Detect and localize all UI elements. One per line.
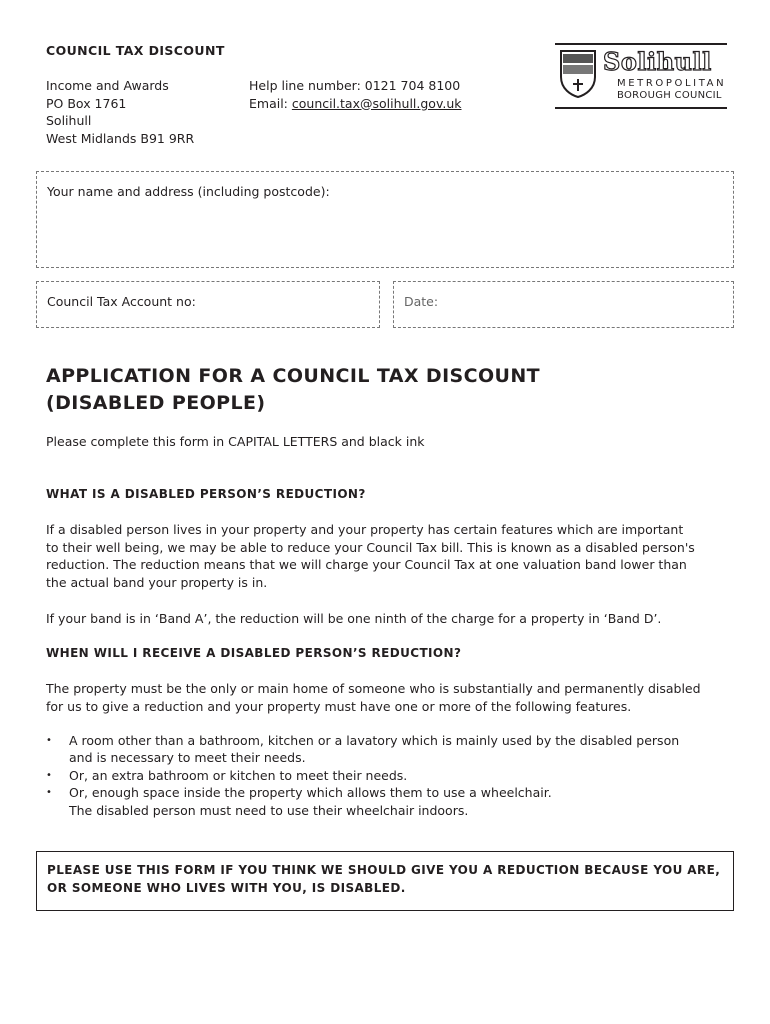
name-address-field[interactable] [36,171,734,268]
list-item: • Or, an extra bathroom or kitchen to meet their needs. [46,767,679,784]
text-line: If a disabled person lives in your property and your property has certain features which are important [46,522,684,537]
feature-list [46,732,679,819]
address-line: Solihull [46,113,92,129]
title-line: APPLICATION FOR A COUNCIL TAX DISCOUNT [46,365,541,387]
paragraph: If your band is in ‘Band A’, the reduction will be one ninth of the charge for a property in ‘Band D’. [46,611,662,626]
logo-name: Solihull [603,47,712,76]
text-line: for us to give a reduction and your property must have one or more of the following features. [46,698,632,714]
account-label: Council Tax Account no: [47,294,196,309]
list-item: • A room other than a bathroom, kitchen or a lavatory which is mainly used by the disabled person and is necessary to meet their needs. [46,732,679,767]
return-address [46,77,194,147]
list-item: • Or, enough space inside the property which allows them to use a wheelchair. The disabled person must need to use their wheelchair indoors. [46,784,679,819]
page-title [46,363,540,417]
section-heading: WHAT IS A DISABLED PERSON’S REDUCTION? [46,487,366,501]
name-address-label: Your name and address (including postcode): [47,184,330,199]
paragraph [46,680,701,715]
account-number-field[interactable] [36,281,380,328]
address-line: West Midlands B91 9RR [46,130,195,146]
text-line: reduction. The reduction means that we will charge your Council Tax at one valuation band lower than [46,557,687,573]
logo-line2: BOROUGH COUNCIL [617,90,722,101]
date-label: Date: [404,294,439,309]
crest-icon [557,49,599,101]
notice-line: OR SOMEONE WHO LIVES WITH YOU, IS DISABLED. [47,881,406,895]
logo-line1: METROPOLITAN [617,78,727,89]
section-heading: WHEN WILL I RECEIVE A DISABLED PERSON’S REDUCTION? [46,646,462,660]
date-field[interactable] [393,281,734,328]
address-line: PO Box 1761 [46,95,127,111]
helpline: Help line number: 0121 704 8100 [249,78,461,93]
paragraph [46,521,695,591]
instruction: Please complete this form in CAPITAL LETTERS and black ink [46,434,425,449]
header-title: COUNCIL TAX DISCOUNT [46,43,225,58]
contact-info [249,77,462,112]
notice-box [36,851,734,911]
text-line: to their well being, we may be able to reduce your Council Tax bill. This is known as a disabled person's [46,539,695,555]
notice-line: PLEASE USE THIS FORM IF YOU THINK WE SHOULD GIVE YOU A REDUCTION BECAUSE YOU ARE, [47,863,721,877]
address-line: Income and Awards [46,78,169,93]
text-line: the actual band your property is in. [46,574,268,590]
text-line: The property must be the only or main home of someone who is substantially and permanently disabled [46,681,701,696]
email-label: Email: [249,95,292,111]
title-line: (DISABLED PEOPLE) [46,392,266,414]
email-link[interactable]: council.tax@solihull.gov.uk [291,95,462,111]
council-logo [555,43,727,109]
